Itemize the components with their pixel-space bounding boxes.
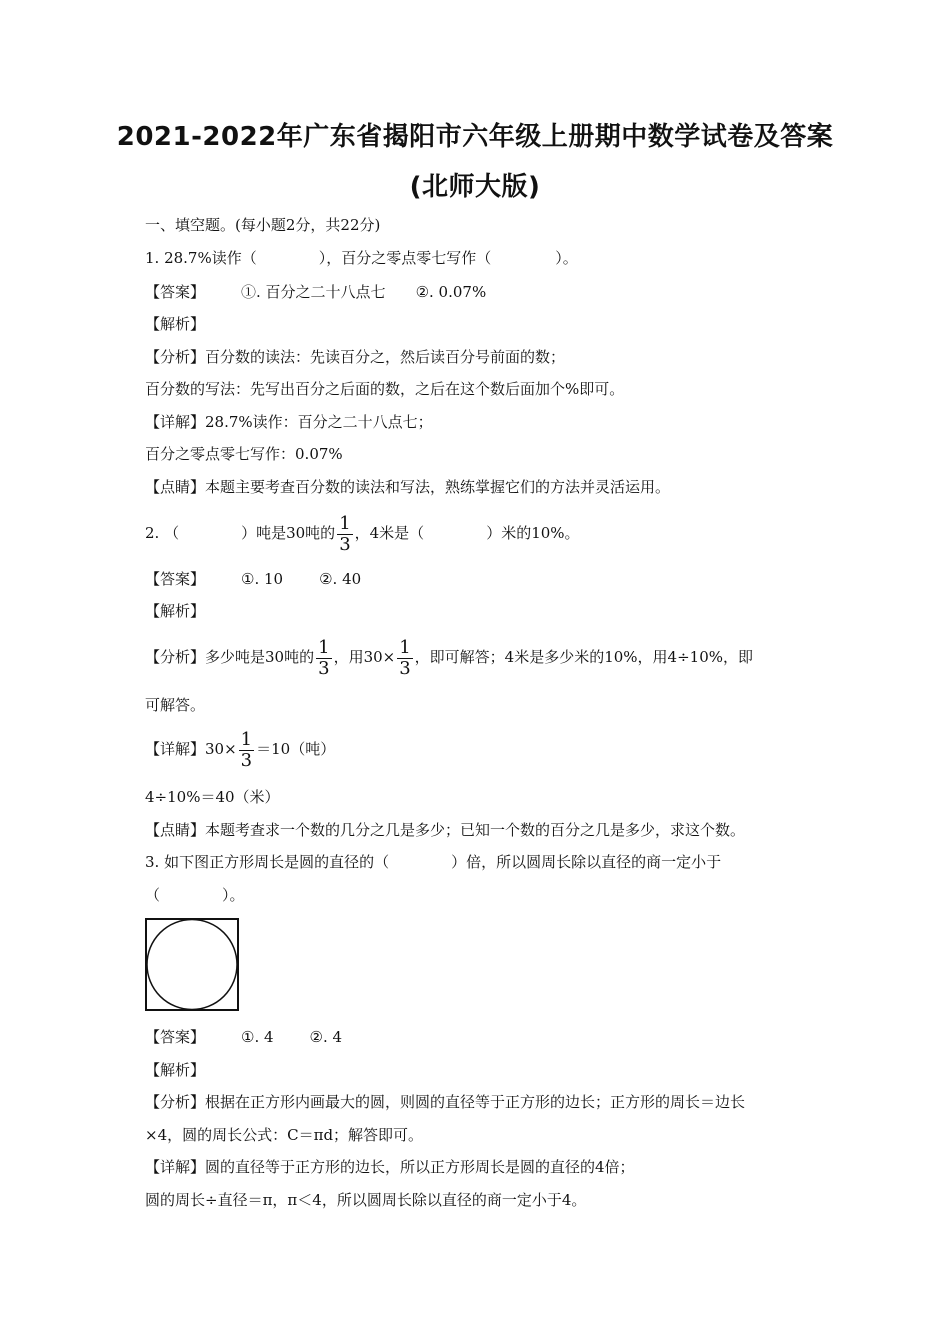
q2-answer-2: ②. 40 bbox=[319, 570, 362, 588]
fraction-denominator: 3 bbox=[240, 749, 253, 771]
answer-label: 【答案】 bbox=[145, 1028, 206, 1046]
q3-text-a: 3. 如下图正方形周长是圆的直径的（ bbox=[145, 853, 390, 871]
q2-xiangjie-b: ＝10（吨） bbox=[256, 740, 336, 758]
q1-fenxi-text: 百分数的读法：先读百分之，然后读百分号前面的数； bbox=[205, 348, 566, 366]
q2-fenxi-fraction-1 bbox=[316, 638, 331, 679]
q1-question bbox=[145, 247, 578, 269]
q3-text-d: ）。 bbox=[222, 886, 245, 904]
q3-answer bbox=[145, 1026, 342, 1048]
section-heading: 一、填空题。(每小题2分，共22分) bbox=[145, 216, 381, 234]
q2-xiangjie-fraction bbox=[239, 730, 254, 771]
q1-xiangjie-2: 百分之零点零七写作：0.07% bbox=[145, 445, 343, 463]
q1-text-a: 1. 28.7%读作（ bbox=[145, 249, 257, 267]
document-title: 2021-2022年广东省揭阳市六年级上册期中数学试卷及答案 bbox=[116, 122, 834, 152]
q1-fenxi-2: 百分数的写法：先写出百分之后面的数，之后在这个数后面加个%即可。 bbox=[145, 380, 625, 398]
q1-text-b: ），百分之零点零七写作（ bbox=[318, 249, 492, 267]
q3-jiexi-label: 【解析】 bbox=[145, 1061, 206, 1079]
square-circle-figure bbox=[145, 918, 240, 1011]
xiangjie-label: 【详解】 bbox=[145, 740, 206, 758]
xiangjie-label: 【详解】 bbox=[145, 1158, 206, 1176]
q2-xiangjie-1 bbox=[145, 726, 335, 772]
dianjing-label: 【点睛】 bbox=[145, 821, 206, 839]
q3-text-b: ）倍，所以圆周长除以直径的商一定小于 bbox=[451, 853, 722, 871]
q2-fraction bbox=[337, 514, 352, 555]
q3-xiangjie-text: 圆的直径等于正方形的边长，所以正方形周长是圆的直径的4倍； bbox=[205, 1158, 635, 1176]
q1-dianjing-text: 本题主要考查百分数的读法和写法，熟练掌握它们的方法并灵活运用。 bbox=[205, 478, 671, 496]
q2-fenxi-b: ，用30× bbox=[333, 648, 396, 666]
q3-question-1 bbox=[145, 851, 721, 873]
q2-dianjing-text: 本题考查求一个数的几分之几是多少；已知一个数的百分之几是多少，求这个数。 bbox=[205, 821, 746, 839]
inscribed-circle bbox=[147, 920, 237, 1010]
q1-xiangjie-text: 28.7%读作：百分之二十八点七； bbox=[205, 413, 433, 431]
fenxi-label: 【分析】 bbox=[145, 348, 206, 366]
q2-answer-1: ①. 10 bbox=[241, 570, 284, 588]
answer-label: 【答案】 bbox=[145, 570, 206, 588]
q1-dianjing bbox=[145, 476, 670, 498]
q2-xiangjie-2: 4÷10%＝40（米） bbox=[145, 788, 280, 806]
q3-answer-2: ②. 4 bbox=[309, 1028, 343, 1046]
q2-xiangjie-a: 30× bbox=[205, 740, 237, 758]
fraction-numerator: 1 bbox=[240, 728, 253, 750]
fraction-numerator: 1 bbox=[339, 512, 351, 534]
q2-text-a: 2. （ bbox=[145, 524, 180, 542]
q2-text-b: ）吨是30吨的 bbox=[241, 524, 336, 542]
fraction-numerator: 1 bbox=[318, 636, 330, 658]
q2-fenxi-a: 多少吨是30吨的 bbox=[205, 648, 315, 666]
q3-xiangjie-1 bbox=[145, 1156, 635, 1178]
q2-dianjing bbox=[145, 819, 745, 841]
q2-answer bbox=[145, 568, 361, 590]
q3-fenxi-text: 根据在正方形内画最大的圆，则圆的直径等于正方形的边长；正方形的周长＝边长 bbox=[205, 1093, 746, 1111]
q3-fenxi-2: ×4，圆的周长公式：C＝πd；解答即可。 bbox=[145, 1126, 424, 1144]
q3-xiangjie-2: 圆的周长÷直径＝π，π＜4，所以圆周长除以直径的商一定小于4。 bbox=[145, 1191, 587, 1209]
q3-question-2 bbox=[145, 884, 245, 906]
q2-fenxi-1 bbox=[145, 634, 753, 680]
q3-text-c: （ bbox=[145, 886, 161, 904]
fenxi-label: 【分析】 bbox=[145, 1093, 206, 1111]
q2-text-d: ）米的10%。 bbox=[486, 524, 580, 542]
q2-fenxi-2: 可解答。 bbox=[145, 696, 206, 714]
fraction-denominator: 3 bbox=[318, 657, 330, 679]
fraction-denominator: 3 bbox=[339, 533, 351, 555]
q2-fenxi-c: ，即可解答；4米是多少米的10%，用4÷10%，即 bbox=[414, 648, 754, 666]
q3-fenxi-1 bbox=[145, 1091, 745, 1113]
dianjing-label: 【点睛】 bbox=[145, 478, 206, 496]
q2-jiexi-label: 【解析】 bbox=[145, 602, 206, 620]
q1-fenxi-1 bbox=[145, 346, 565, 368]
fraction-denominator: 3 bbox=[399, 657, 411, 679]
q2-question bbox=[145, 510, 580, 556]
q2-text-c: ，4米是（ bbox=[354, 524, 425, 542]
q1-text-c: ）。 bbox=[555, 249, 578, 267]
q1-jiexi-label: 【解析】 bbox=[145, 315, 206, 333]
q2-fenxi-fraction-2 bbox=[397, 638, 412, 679]
document-subtitle: (北师大版) bbox=[409, 172, 541, 202]
fraction-numerator: 1 bbox=[399, 636, 411, 658]
q3-answer-1: ①. 4 bbox=[241, 1028, 274, 1046]
q1-xiangjie-1 bbox=[145, 411, 433, 433]
fenxi-label: 【分析】 bbox=[145, 648, 206, 666]
xiangjie-label: 【详解】 bbox=[145, 413, 206, 431]
answer-label: 【答案】 bbox=[145, 283, 206, 301]
q1-answer-2: ②. 0.07% bbox=[415, 283, 487, 301]
q1-answer-1: ①. 百分之二十八点七 bbox=[241, 283, 386, 301]
q1-answer bbox=[145, 281, 486, 303]
